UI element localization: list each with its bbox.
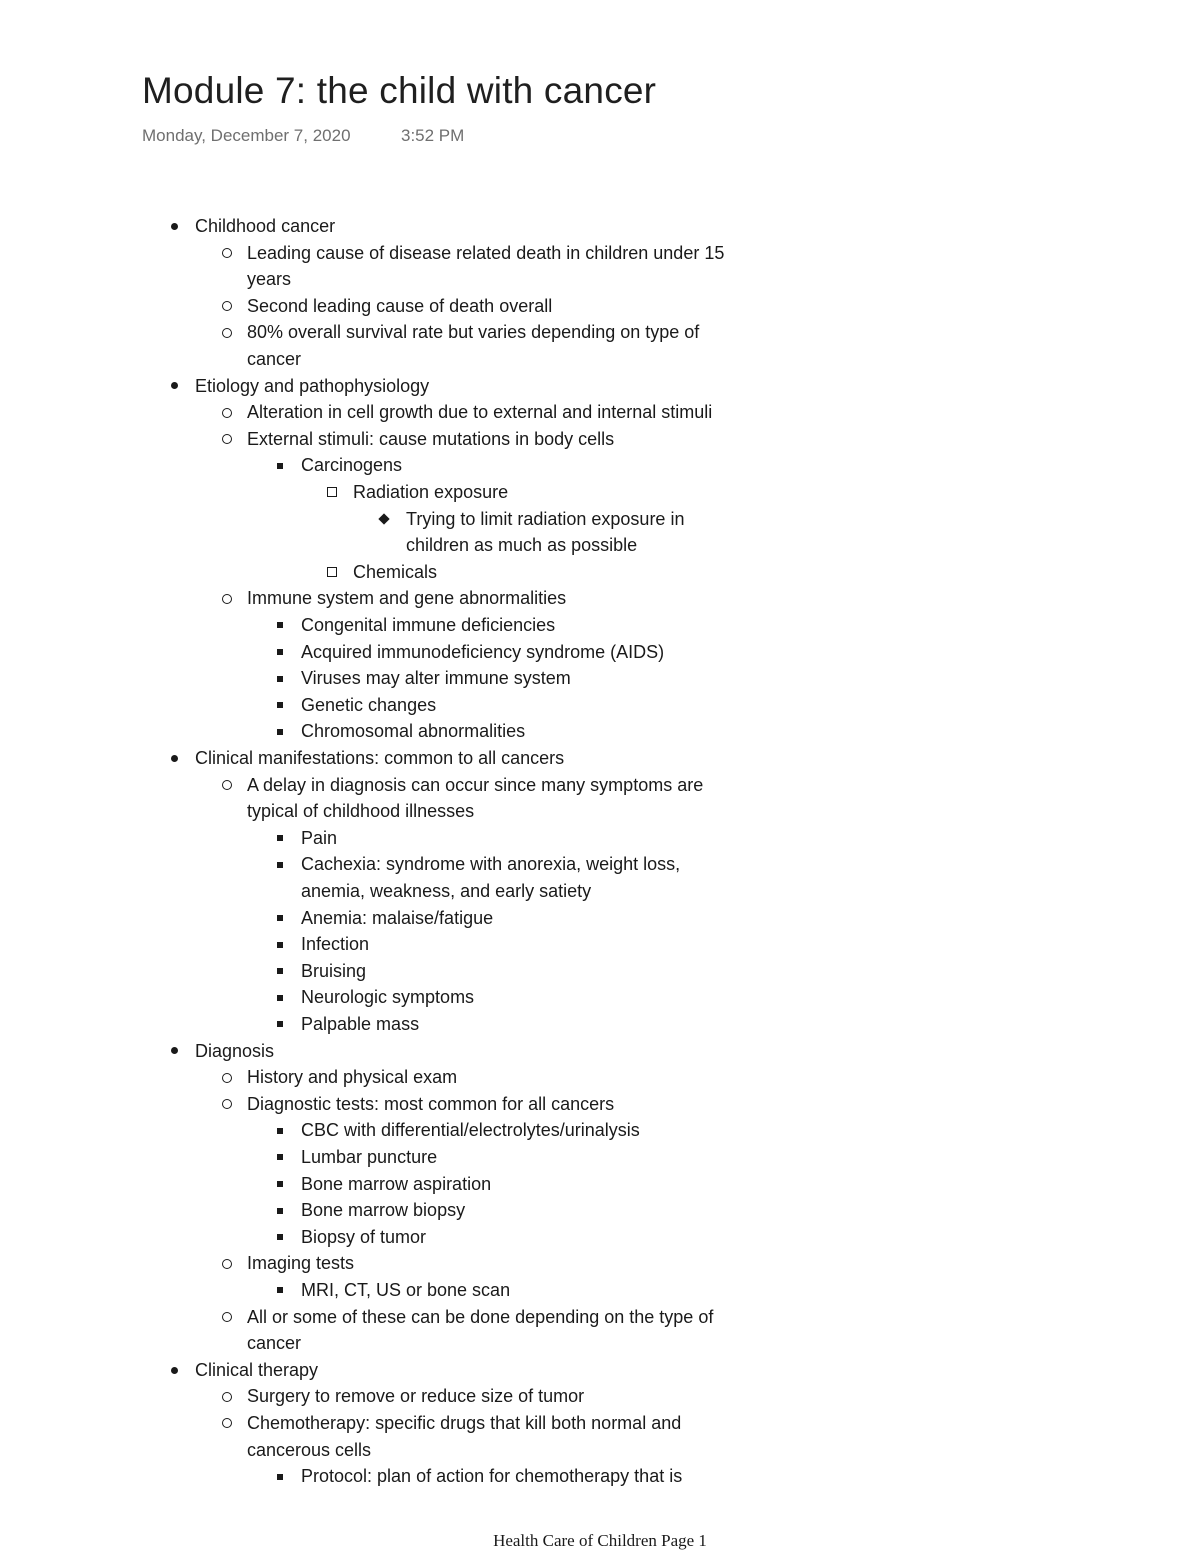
outline-item-text: Neurologic symptoms (301, 987, 475, 1008)
outline-item-text: A delay in diagnosis can occur since many symptoms are (247, 774, 704, 795)
circle-bullet-icon (222, 328, 232, 338)
outline-item-text: anemia, weakness, and early satiety (301, 881, 592, 901)
square-bullet-icon (277, 676, 283, 682)
outline-item-text: Trying to limit radiation exposure in (406, 508, 685, 529)
outline-item-text: Second leading cause of death overall (247, 295, 553, 316)
square-bullet-icon (277, 649, 283, 655)
outline-item-text: Chemicals (353, 561, 438, 582)
outline-item-text: Leading cause of disease related death in children under 15 (247, 242, 725, 263)
outline-item-text: Surgery to remove or reduce size of tumor (247, 1386, 585, 1407)
circle-bullet-icon (222, 248, 232, 258)
outline-item-text: children as much as possible (406, 535, 638, 556)
outline-item-text: Protocol: plan of action for chemotherapy that is (301, 1466, 683, 1487)
outline-item-text: All or some of these can be done depending on the type of (247, 1306, 714, 1327)
square-bullet-icon (277, 463, 283, 469)
outline-item-text: Anemia: malaise/fatigue (301, 907, 494, 928)
outline-item-text: MRI, CT, US or bone scan (301, 1280, 511, 1300)
outline-item-text: Bone marrow aspiration (301, 1173, 492, 1194)
outline-item-text: Viruses may alter immune system (301, 668, 571, 689)
square-bullet-icon (277, 995, 283, 1001)
square-bullet-icon (277, 835, 283, 841)
square-bullet-icon (277, 1021, 283, 1027)
outline-item-text: Imaging tests (247, 1253, 355, 1274)
square-bullet-icon (277, 942, 283, 948)
square-bullet-icon (277, 622, 283, 628)
page-time: 3:52 PM (401, 126, 465, 145)
square-bullet-icon (277, 1128, 283, 1134)
square-bullet-icon (277, 729, 283, 735)
outline-item-text: Acquired immunodeficiency syndrome (AIDS) (301, 641, 665, 662)
outline-item-text: years (247, 269, 292, 290)
outline-item-text: Cachexia: syndrome with anorexia, weight loss, (301, 854, 681, 875)
outline-item-text: Clinical manifestations: common to all cancers (195, 748, 565, 768)
disc-bullet-icon (171, 382, 178, 389)
outline-item-text: Biopsy of tumor (301, 1226, 427, 1247)
page-date: Monday, December 7, 2020 (142, 126, 351, 145)
outline-item-text: Alteration in cell growth due to external and internal stimuli (247, 402, 713, 423)
outline-item-text: CBC with differential/electrolytes/urinalysis (301, 1120, 640, 1141)
square-bullet-icon (277, 1181, 283, 1187)
outline-item-text: Immune system and gene abnormalities (247, 588, 567, 609)
disc-bullet-icon (171, 755, 178, 762)
outline-item-text: cancer (247, 349, 302, 369)
outline-item-text: Genetic changes (301, 694, 437, 715)
outline-item-text: cancer (247, 1333, 302, 1354)
outline-item-text: Congenital immune deficiencies (301, 615, 556, 635)
outline-item-text: Infection (301, 934, 370, 955)
hollow-square-bullet-icon (327, 487, 337, 497)
square-bullet-icon (277, 862, 283, 868)
square-bullet-icon (277, 915, 283, 921)
outline-item-text: 80% overall survival rate but varies depending on type of (247, 322, 700, 343)
circle-bullet-icon (222, 1312, 232, 1322)
diamond-bullet-icon (378, 513, 389, 524)
outline-item-text: Pain (301, 827, 338, 848)
square-bullet-icon (277, 1234, 283, 1240)
outline-item-text: External stimuli: cause mutations in body cells (247, 428, 615, 449)
circle-bullet-icon (222, 594, 232, 604)
hollow-square-bullet-icon (327, 567, 337, 577)
circle-bullet-icon (222, 434, 232, 444)
square-bullet-icon (277, 1287, 283, 1293)
page-title: Module 7: the child with cancer (142, 70, 657, 111)
disc-bullet-icon (171, 1367, 178, 1374)
square-bullet-icon (277, 968, 283, 974)
outline-item-text: Chromosomal abnormalities (301, 721, 526, 742)
outline-item-text: Etiology and pathophysiology (195, 375, 430, 396)
outline-item-text: Childhood cancer (195, 216, 336, 236)
circle-bullet-icon (222, 1073, 232, 1083)
circle-bullet-icon (222, 780, 232, 790)
outline-item-text: Bone marrow biopsy (301, 1200, 466, 1221)
circle-bullet-icon (222, 408, 232, 418)
outline-item-text: typical of childhood illnesses (247, 801, 475, 822)
outline-item-text: Clinical therapy (195, 1359, 319, 1380)
page-timestamp (142, 126, 465, 146)
disc-bullet-icon (171, 1047, 178, 1054)
outline-item-text: Carcinogens (301, 455, 403, 476)
disc-bullet-icon (171, 223, 178, 230)
square-bullet-icon (277, 702, 283, 708)
outline-item-text: Chemotherapy: specific drugs that kill both normal and (247, 1413, 682, 1433)
circle-bullet-icon (222, 1418, 232, 1428)
circle-bullet-icon (222, 1099, 232, 1109)
page-footer: Health Care of Children Page 1 (493, 1531, 707, 1550)
circle-bullet-icon (222, 1259, 232, 1269)
outline-item-text: Lumbar puncture (301, 1147, 438, 1167)
outline-item-text: Palpable mass (301, 1014, 420, 1034)
square-bullet-icon (277, 1208, 283, 1214)
circle-bullet-icon (222, 301, 232, 311)
outline-item-text: cancerous cells (247, 1439, 372, 1460)
square-bullet-icon (277, 1154, 283, 1160)
circle-bullet-icon (222, 1392, 232, 1402)
outline-item-text: History and physical exam (247, 1067, 458, 1088)
outline-item-text: Diagnosis (195, 1040, 275, 1061)
outline-item-text: Bruising (301, 960, 367, 981)
square-bullet-icon (277, 1474, 283, 1480)
outline-item-text: Radiation exposure (353, 482, 509, 502)
outline-item-text: Diagnostic tests: most common for all cancers (247, 1093, 615, 1114)
